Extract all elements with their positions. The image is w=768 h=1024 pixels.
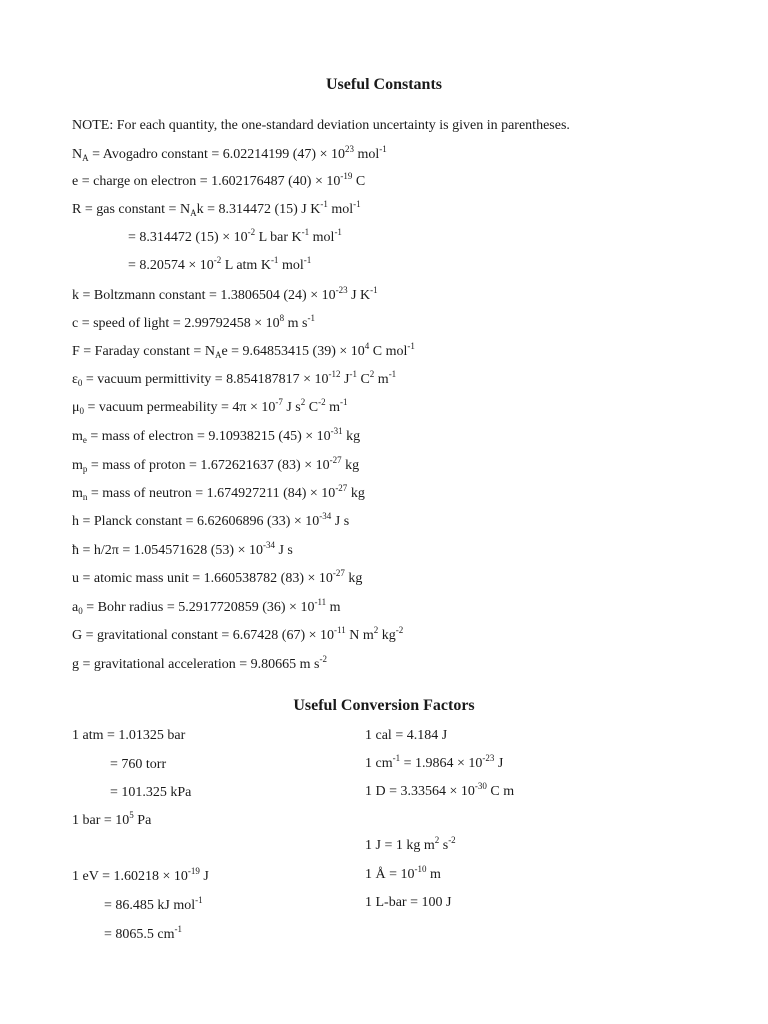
line-text: mol — [309, 230, 335, 245]
superscript: -27 — [329, 455, 342, 465]
constant-line — [72, 315, 315, 333]
subscript: 0 — [78, 606, 83, 616]
line-text: m — [374, 372, 389, 387]
line-text: N m — [345, 628, 374, 643]
superscript: -2 — [318, 397, 326, 407]
line-text: mol — [278, 258, 304, 273]
line-text: C m — [486, 784, 515, 799]
conversion-line — [72, 727, 185, 745]
superscript: -2 — [319, 654, 327, 664]
superscript: -23 — [335, 285, 348, 295]
superscript: -27 — [332, 568, 345, 578]
line-text: G = gravitational constant = 6.67428 (67) × 10 — [72, 628, 335, 643]
superscript: -30 — [474, 781, 487, 791]
constants-note: NOTE: For each quantity, the one-standard deviation uncertainty is given in parentheses. — [72, 118, 570, 133]
line-text: e = 9.64853415 (39) × 10 — [221, 344, 365, 359]
line-text: = mass of proton = 1.672621637 (83) × 10 — [87, 458, 330, 473]
line-text: J K — [347, 288, 371, 303]
line-text: e = charge on electron = 1.602176487 (40) × 10 — [72, 174, 341, 189]
conversion-line — [365, 894, 451, 912]
constant-line — [128, 229, 342, 247]
constant-line — [72, 542, 293, 560]
line-text: mol — [353, 147, 380, 162]
superscript: -1 — [392, 753, 401, 763]
line-text: Pa — [133, 813, 152, 828]
line-text: m — [72, 458, 83, 473]
superscript: -1 — [334, 227, 342, 237]
line-text: 1 L-bar = 100 J — [365, 895, 452, 910]
superscript: -2 — [247, 227, 256, 237]
subscript: A — [82, 153, 89, 163]
superscript: -1 — [301, 227, 310, 237]
line-text: mol — [327, 202, 354, 217]
line-text: 1 Å = 10 — [365, 867, 415, 882]
line-text: 1 bar = 10 — [72, 813, 130, 828]
line-text: u = atomic mass unit = 1.660538782 (83) × 10 — [72, 571, 333, 586]
conversion-line — [365, 837, 456, 855]
superscript: -7 — [275, 397, 283, 407]
superscript: -2 — [213, 255, 222, 265]
line-text: kg — [341, 458, 360, 473]
line-text: c = speed of light = 2.99792458 × 10 — [72, 316, 280, 331]
constant-line — [72, 399, 347, 417]
subscript: 0 — [77, 378, 83, 388]
line-text: J s — [274, 543, 293, 558]
superscript: -10 — [414, 864, 427, 874]
superscript: -12 — [328, 369, 341, 379]
line-text: C — [352, 174, 366, 189]
conversion-line — [365, 755, 503, 773]
line-text: = 86.485 kJ mol — [104, 898, 196, 913]
superscript: 23 — [344, 144, 354, 154]
line-text: kg — [378, 628, 396, 643]
subscript: A — [214, 350, 222, 360]
superscript: -1 — [303, 255, 312, 265]
line-text: kg — [344, 571, 363, 586]
superscript: -1 — [349, 369, 357, 379]
constant-line — [72, 627, 403, 645]
line-text: = 8.314472 (15) × 10 — [128, 230, 248, 245]
superscript: -19 — [340, 171, 353, 181]
line-text: F = Faraday constant = N — [72, 344, 215, 359]
constant-line — [72, 173, 365, 191]
superscript: -2 — [395, 625, 404, 635]
line-text: m — [326, 600, 341, 615]
superscript: -1 — [339, 397, 348, 407]
line-text: L bar K — [255, 230, 302, 245]
line-text: μ — [72, 400, 80, 415]
line-text: 1 D = 3.33564 × 10 — [365, 784, 475, 799]
superscript: -1 — [174, 924, 182, 934]
line-text: = 101.325 kPa — [110, 785, 192, 800]
constant-line — [72, 428, 360, 446]
superscript: -1 — [320, 199, 328, 209]
line-text: m — [325, 400, 340, 415]
constant-line — [128, 257, 311, 275]
line-text: kg — [342, 429, 361, 444]
line-text: = vacuum permittivity = 8.854187817 × 10 — [82, 372, 329, 387]
line-text: J — [199, 869, 209, 884]
line-text: h = Planck constant = 6.62606896 (33) × 10 — [72, 514, 320, 529]
line-text: 1 cm — [365, 756, 393, 771]
superscript: 4 — [364, 341, 370, 351]
superscript: 2 — [300, 397, 306, 407]
superscript: 5 — [129, 810, 134, 820]
subscript: A — [190, 208, 197, 218]
conversion-line — [104, 926, 182, 944]
conversion-line — [110, 784, 191, 802]
line-text: = mass of electron = 9.10938215 (45) × 10 — [86, 429, 331, 444]
line-text: = Avogadro constant = 6.02214199 (47) × 10 — [88, 147, 345, 162]
line-text: N — [72, 147, 83, 162]
conversion-line — [365, 783, 514, 801]
line-text: m s — [284, 316, 308, 331]
superscript: -1 — [307, 313, 315, 323]
superscript: 8 — [279, 313, 285, 323]
constant-line — [72, 371, 396, 389]
line-text: a — [72, 600, 79, 615]
constant-line — [72, 513, 349, 531]
line-text: ε — [72, 372, 78, 387]
constant-line — [72, 457, 359, 475]
conversions-title: Useful Conversion Factors — [293, 697, 475, 714]
superscript: -2 — [448, 835, 456, 845]
line-text: L atm K — [221, 258, 271, 273]
line-text: 1 eV = 1.60218 × 10 — [72, 869, 188, 884]
superscript: -11 — [314, 597, 327, 607]
line-text: J — [494, 756, 504, 771]
superscript: 2 — [373, 625, 379, 635]
constant-line — [72, 570, 362, 588]
line-text: = 8065.5 cm — [104, 927, 175, 942]
line-text: s — [439, 838, 449, 853]
constant-line — [72, 599, 341, 617]
constant-line — [72, 287, 378, 305]
superscript: -34 — [319, 511, 332, 521]
conversion-line — [110, 756, 166, 774]
constant-line — [72, 146, 387, 164]
line-text: kg — [347, 486, 365, 501]
subscript: p — [82, 464, 88, 474]
line-text: m — [72, 429, 83, 444]
line-text: = mass of neutron = 1.674927211 (84) × 10 — [87, 486, 336, 501]
subscript: n — [82, 492, 88, 502]
line-text: g = gravitational acceleration = 9.80665 m s — [72, 657, 320, 672]
line-text: C — [305, 400, 319, 415]
superscript: 2 — [434, 835, 440, 845]
line-text: = 1.9864 × 10 — [400, 756, 483, 771]
superscript: -27 — [335, 483, 348, 493]
line-text: J — [340, 372, 350, 387]
subscript: 0 — [79, 406, 85, 416]
superscript: -1 — [353, 199, 361, 209]
conversion-line — [365, 866, 441, 884]
superscript: -1 — [195, 895, 203, 905]
line-text: 1 cal = 4.184 J — [365, 728, 448, 743]
conversion-line — [104, 897, 203, 915]
line-text: 1 J = 1 kg m — [365, 838, 435, 853]
conversion-line — [365, 727, 447, 745]
line-text: R = gas constant = N — [72, 202, 191, 217]
constant-line — [72, 656, 327, 674]
line-text: = Bohr radius = 5.2917720859 (36) × 10 — [82, 600, 315, 615]
line-text: = vacuum permeability = 4π × 10 — [84, 400, 276, 415]
superscript: -19 — [187, 866, 200, 876]
constant-line — [72, 201, 361, 219]
line-text: k = Boltzmann constant = 1.3806504 (24) × 10 — [72, 288, 336, 303]
superscript: -1 — [407, 341, 415, 351]
superscript: -23 — [482, 753, 495, 763]
constants-title: Useful Constants — [325, 76, 442, 93]
superscript: -11 — [334, 625, 346, 635]
line-text: C — [356, 372, 370, 387]
line-text: = 760 torr — [110, 757, 167, 772]
line-text: m — [426, 867, 441, 882]
conversion-line — [72, 812, 151, 830]
constant-line — [72, 343, 415, 361]
superscript: -1 — [270, 255, 279, 265]
line-text: 1 atm = 1.01325 bar — [72, 728, 186, 743]
line-text: C mol — [369, 344, 408, 359]
line-text: = 8.20574 × 10 — [128, 258, 214, 273]
constant-line — [72, 485, 365, 503]
superscript: -34 — [262, 540, 275, 550]
line-text: k = 8.314472 (15) J K — [196, 202, 321, 217]
line-text: J s — [331, 514, 350, 529]
line-text: ħ = h/2π = 1.054571628 (53) × 10 — [72, 543, 263, 558]
superscript: -1 — [388, 369, 397, 379]
conversion-line — [72, 868, 209, 886]
superscript: -1 — [379, 144, 387, 154]
subscript: e — [82, 435, 87, 445]
superscript: -31 — [330, 426, 343, 436]
superscript: 2 — [369, 369, 375, 379]
line-text: J s — [282, 400, 301, 415]
superscript: -1 — [370, 285, 378, 295]
line-text: m — [72, 486, 83, 501]
